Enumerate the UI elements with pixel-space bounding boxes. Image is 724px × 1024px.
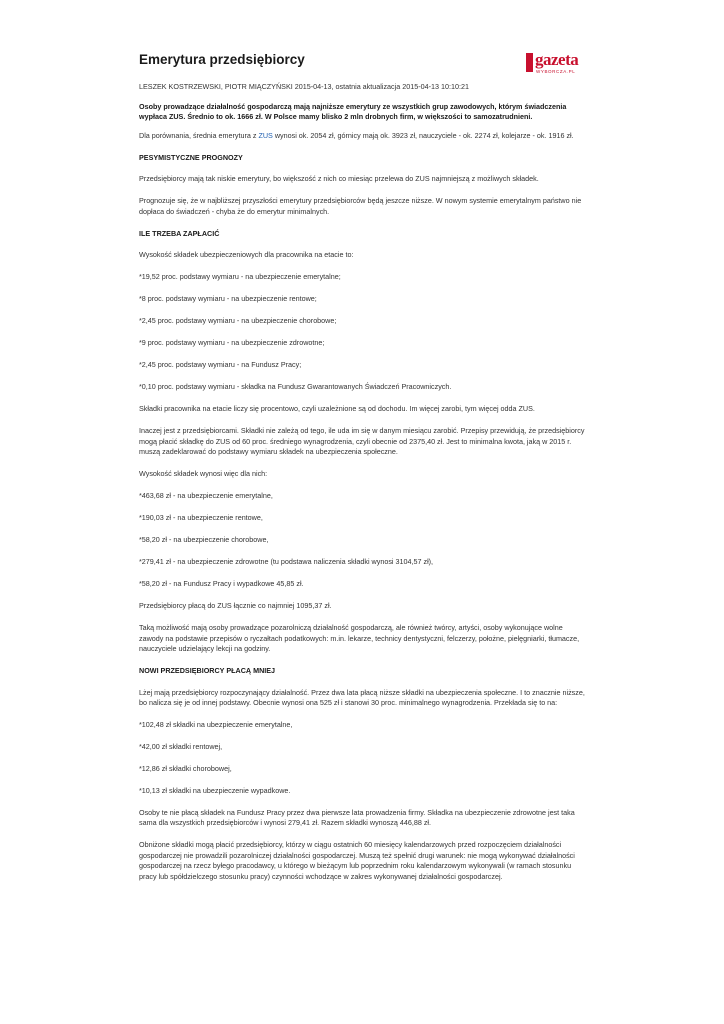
logo-word: gazeta <box>535 50 579 69</box>
list-item: *463,68 zł - na ubezpieczenie emerytalne, <box>139 491 273 501</box>
paragraph: Inaczej jest z przedsiębiorcami. Składki nie zależą od tego, ile uda im się w danym miesiącu zarobić. Przepisy przewidują, że przedsiębiorcy mogą płacić składkę do ZUS od 60 proc. średniego wynagrodzenia, czyli obecnie od 2375,40 zł. Jest to minimalna kwota, jaką w 2015 r. muszą zadeklarować do podstawy wymiaru składek na ubezpieczenia społeczne. <box>139 426 585 457</box>
gazeta-logo[interactable] <box>526 50 586 76</box>
list-item: *12,86 zł składki chorobowej, <box>139 764 232 774</box>
paragraph: Lżej mają przedsiębiorcy rozpoczynający działalność. Przez dwa lata płacą niższe składki na ubezpieczenia społeczne. I to znacznie niższe, bo nalicza się je od innej podstawy. Obecnie wynosi ona 525 zł i stanowi 30 proc. minimalnego wynagrodzenia. Przekłada się to na: <box>139 687 585 708</box>
paragraph: Przedsiębiorcy mają tak niskie emerytury, bo większość z nich co miesiąc przelewa do ZUS najmniejszą z możliwych składek. <box>139 174 539 184</box>
paragraph: Wysokość składek ubezpieczeniowych dla pracownika na etacie to: <box>139 250 354 260</box>
lead-paragraph: Osoby prowadzące działalność gospodarczą mają najniższe emerytury ze wszystkich grup zawodowych, którym świadczenia wypłaca ZUS. Średnio to ok. 1666 zł. W Polsce mamy blisko 2 mln drobnych firm, w większości to samozatrudnieni. <box>139 102 567 122</box>
article-body <box>139 82 585 894</box>
paragraph: Wysokość składek wynosi więc dla nich: <box>139 469 268 479</box>
list-item: *102,48 zł składki na ubezpieczenie emerytalne, <box>139 720 293 730</box>
list-item: *19,52 proc. podstawy wymiaru - na ubezpieczenie emerytalne; <box>139 272 341 282</box>
heading-prognozy: PESYMISTYCZNE PROGNOZY <box>139 152 243 162</box>
list-item: *10,13 zł składki na ubezpieczenie wypadkowe. <box>139 786 291 796</box>
list-item: *2,45 proc. podstawy wymiaru - na Fundusz Pracy; <box>139 360 302 370</box>
list-item: *8 proc. podstawy wymiaru - na ubezpieczenie rentowe; <box>139 294 317 304</box>
list-item: *9 proc. podstawy wymiaru - na ubezpieczenie zdrowotne; <box>139 338 325 348</box>
article-title: Emerytura przedsiębiorcy <box>139 52 305 67</box>
heading-nowi-przedsiebiorcy: NOWI PRZEDSIĘBIORCY PŁACĄ MNIEJ <box>139 666 276 676</box>
logo-subtitle: WYBORCZA.PL <box>536 69 576 74</box>
heading-ile-trzeba-zaplacic: ILE TRZEBA ZAPŁACIĆ <box>139 228 220 238</box>
list-item: *2,45 proc. podstawy wymiaru - na ubezpieczenie chorobowe; <box>139 316 337 326</box>
list-item: *0,10 proc. podstawy wymiaru - składka na Fundusz Gwarantowanych Świadczeń Pracowniczych. <box>139 382 452 392</box>
paragraph: Składki pracownika na etacie liczy się procentowo, czyli uzależnione są od dochodu. Im więcej zarobi, tym więcej odda ZUS. <box>139 404 535 414</box>
paragraph-comparison-after: wynosi ok. 2054 zł, górnicy mają ok. 3923 zł, nauczyciele - ok. 2274 zł, kolejarze - ok. 1916 zł. <box>272 130 574 140</box>
list-item: *279,41 zł - na ubezpieczenie zdrowotne (tu podstawa naliczenia składki wynosi 3104,57 zł), <box>139 557 434 567</box>
logo-bar <box>526 53 533 72</box>
zus-link[interactable]: ZUS <box>258 130 273 140</box>
list-item: *58,20 zł - na ubezpieczenie chorobowe, <box>139 535 269 545</box>
list-item: *42,00 zł składki rentowej, <box>139 742 223 752</box>
paragraph: Prognozuje się, że w najbliższej przyszłości emerytury przedsiębiorców będą jeszcze niższe. W nowym systemie emerytalnym państwo nie dopłaca do świadczeń - chyba że do emerytur minimalnych. <box>139 196 582 216</box>
byline: LESZEK KOSTRZEWSKI, PIOTR MIĄCZYŃSKI 2015-04-13, ostatnia aktualizacja 2015-04-13 10:10:21 <box>139 82 469 91</box>
list-item: *58,20 zł - na Fundusz Pracy i wypadkowe 45,85 zł. <box>139 579 304 589</box>
paragraph: Taką możliwość mają osoby prowadzące pozarolniczą działalność gospodarczą, ale również twórcy, artyści, osoby wykonujące wolne zawody na podstawie przepisów o ryczałtach podatkowych: m.in. lekarze, technicy dentystyczni, felczerzy, położne, pielęgniarki, tłumacze, nauczyciele udzielający lekcji na godziny. <box>139 623 580 654</box>
paragraph: Osoby te nie płacą składek na Fundusz Pracy przez dwa pierwsze lata prowadzenia firmy. Składka na ubezpieczenie zdrowotne jest taka sama dla wszystkich przedsiębiorców i wynosi 279,41 zł. Razem składki wynoszą 446,88 zł. <box>139 808 575 828</box>
paragraph: Przedsiębiorcy płacą do ZUS łącznie co najmniej 1095,37 zł. <box>139 601 332 611</box>
paragraph: Obniżone składki mogą płacić przedsiębiorcy, którzy w ciągu ostatnich 60 miesięcy kalendarzowych przed rozpoczęciem działalności gospodarczej nie prowadzili pozarolniczej działalności gospodarczej. Muszą też spełnić drugi warunek: nie mogą wykonywać działalności gospodarczej na rzecz byłego pracodawcy, u którego w bieżącym lub poprzednim roku kalendarzowym wykonywali (w ramach stosunku pracy lub spółdzielczego stosunku pracy) czynności wchodzące w zakres wykonywanej działalności gospodarczej. <box>139 840 575 881</box>
paragraph-comparison-before: Dla porównania, średnia emerytura z <box>139 130 259 140</box>
list-item: *190,03 zł - na ubezpieczenie rentowe, <box>139 513 263 523</box>
paragraph-comparison <box>139 131 585 141</box>
